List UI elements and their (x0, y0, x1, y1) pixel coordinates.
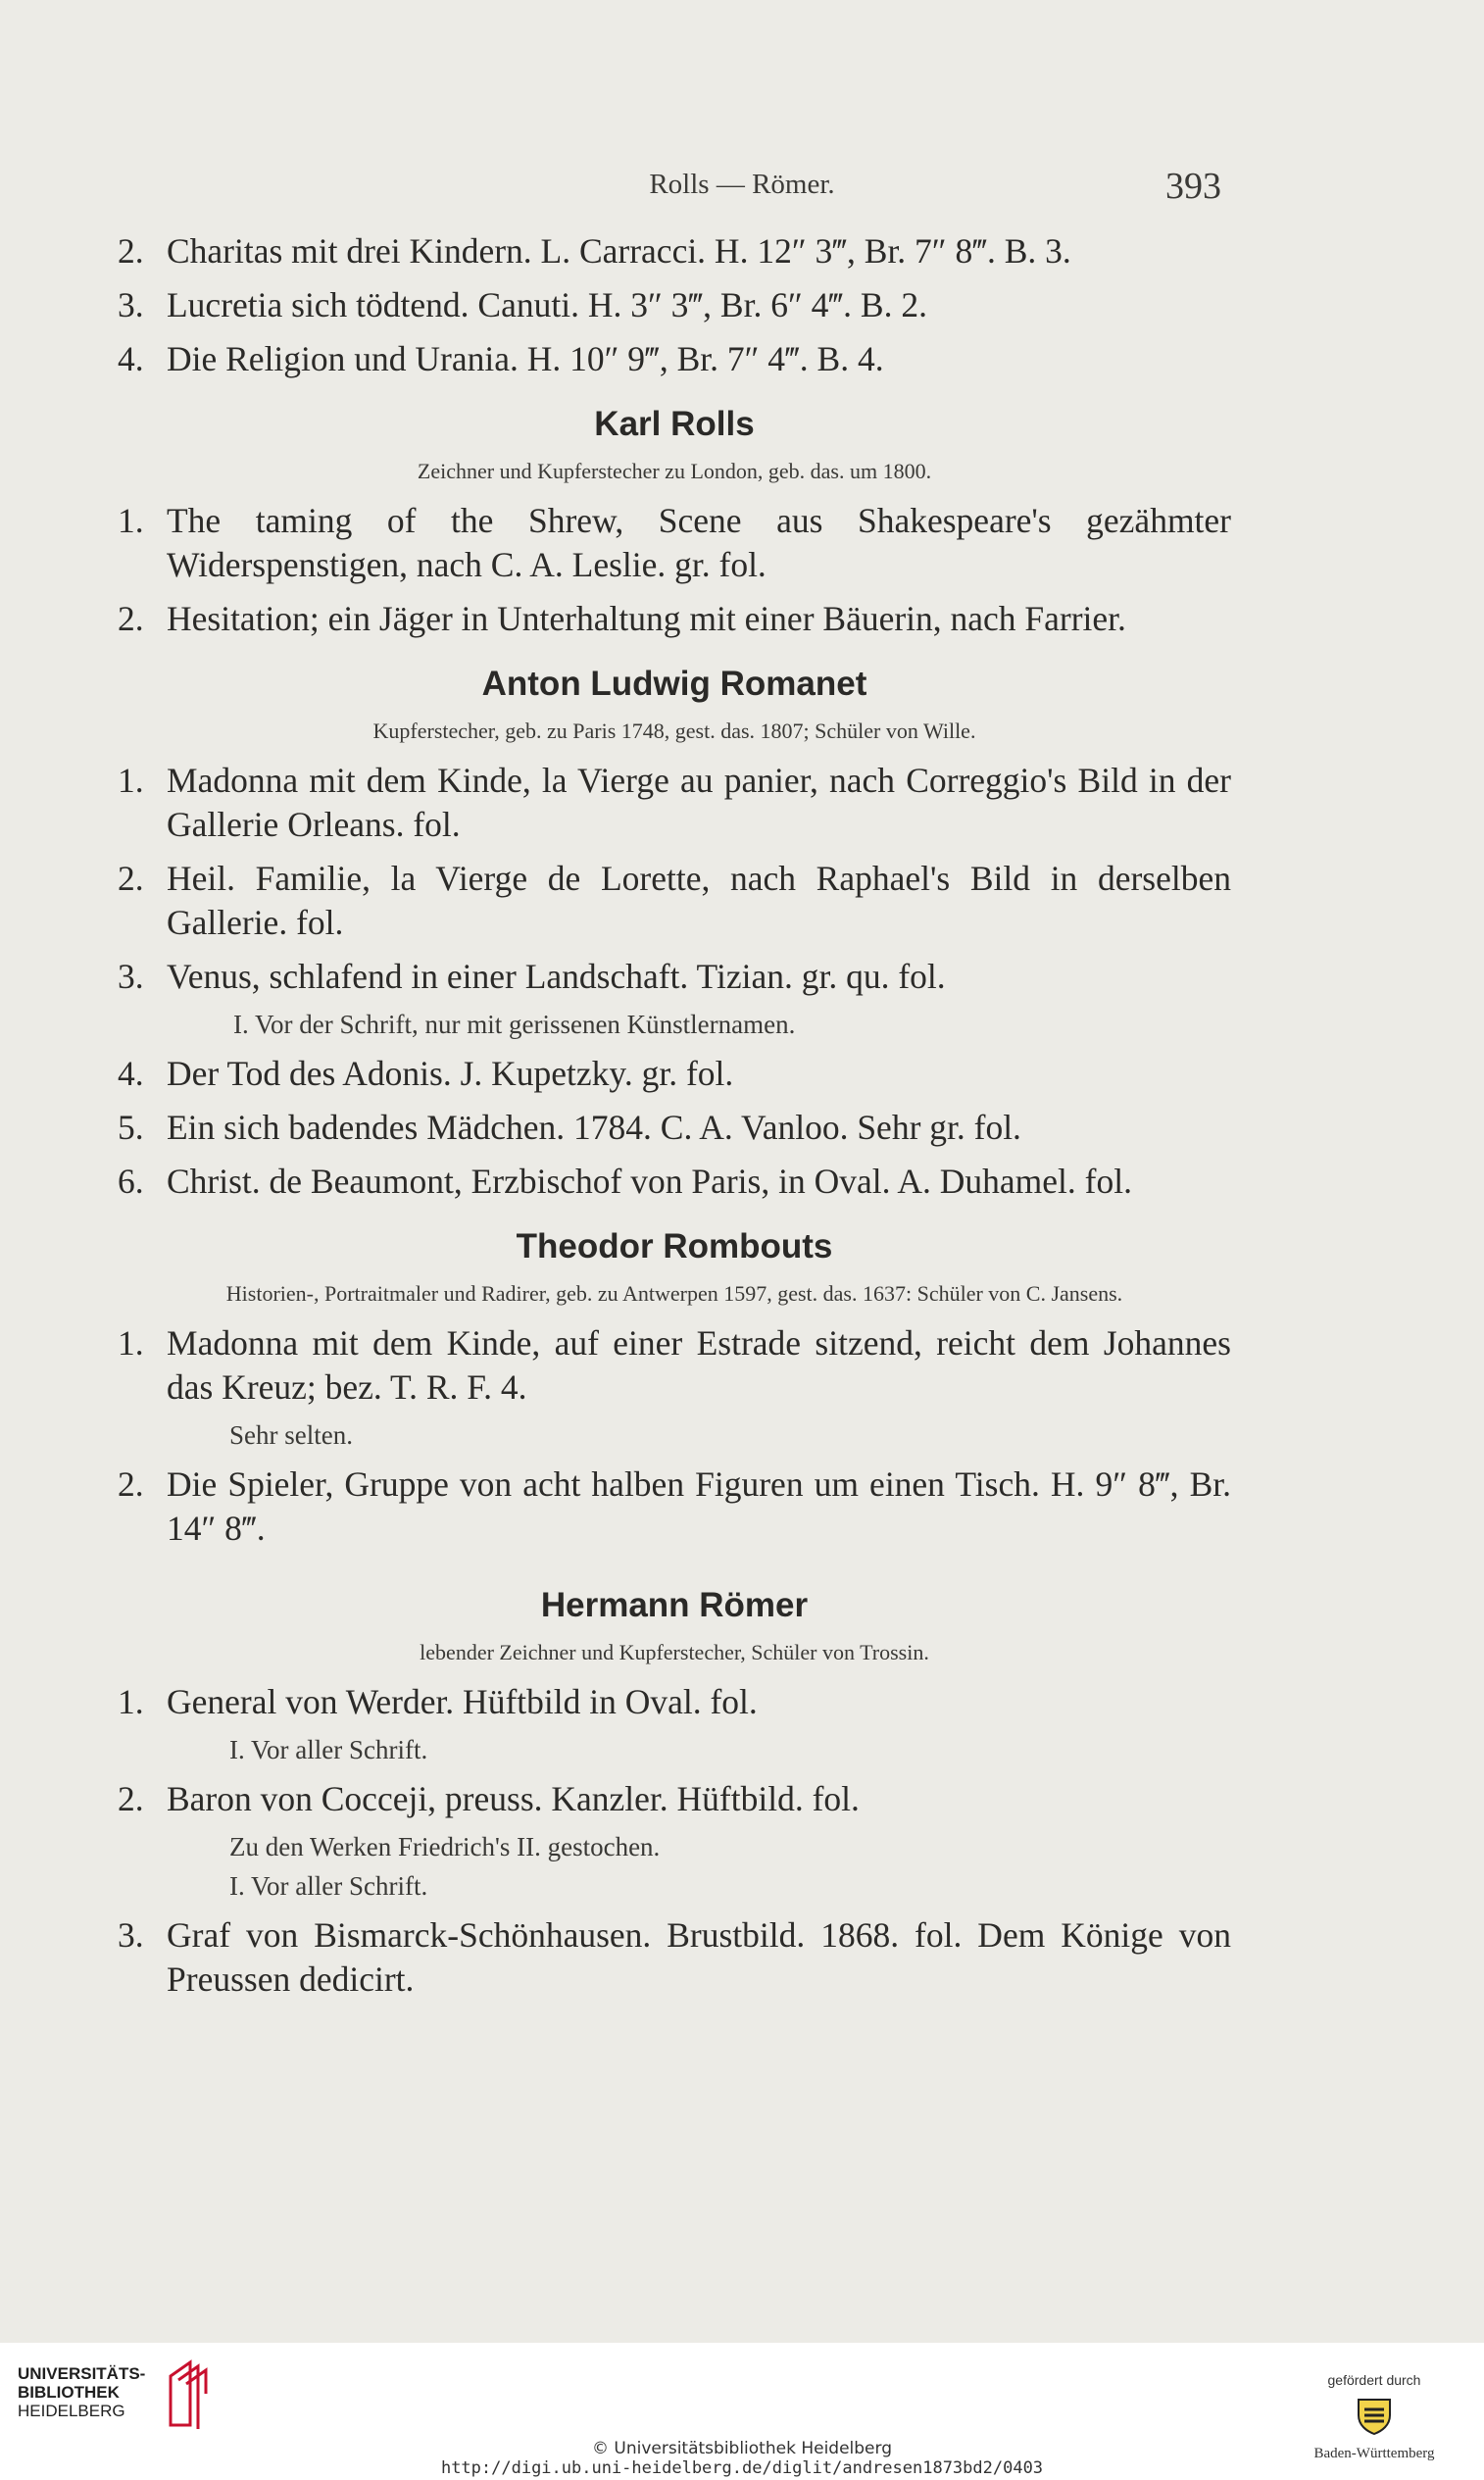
catalog-entry: 4. Der Tod des Adonis. J. Kupetzky. gr. fol. (118, 1054, 734, 1093)
running-head (0, 165, 1484, 207)
artist-name: Karl Rolls (594, 405, 755, 443)
sponsor-block[interactable] (1286, 2372, 1462, 2462)
artist-name: Hermann Römer (540, 1586, 809, 1624)
catalog-entry: 3. Graf von Bismarck-Schönhausen. Brustbild. 1868. fol. Dem Könige von Preussen dedicirt. (118, 1915, 1231, 1999)
artist-description: Kupferstecher, geb. zu Paris 1748, gest. das. 1807; Schüler von Wille. (372, 719, 976, 743)
running-head-title: Rolls — Römer. (649, 169, 835, 200)
artist-description: lebender Zeichner und Kupferstecher, Schüler von Trossin. (420, 1640, 929, 1664)
sponsor-name: Baden-Württemberg (1313, 2446, 1435, 2461)
entry-note: I. Vor der Schrift, nur mit gerissenen Künstlernamen. (233, 1010, 796, 1039)
catalog-entry: 2. Baron von Cocceji, preuss. Kanzler. Hüftbild. fol. (118, 1779, 860, 1818)
artist-description: Zeichner und Kupferstecher zu London, geb. das. um 1800. (417, 459, 932, 483)
catalog-entry: 1. General von Werder. Hüftbild in Oval. fol. (118, 1682, 758, 1721)
catalog-entry: 3. Venus, schlafend in einer Landschaft. Tizian. gr. qu. fol. (118, 957, 946, 996)
artist-description: Historien-, Portraitmaler und Radirer, geb. zu Antwerpen 1597, gest. das. 1637: Schüler von C. Jansens. (225, 1281, 1123, 1306)
catalog-entry: 1. Madonna mit dem Kinde, la Vierge au panier, nach Correggio's Bild in der Gallerie Orleans. fol. (118, 761, 1231, 844)
coat-of-arms-icon (1353, 2394, 1396, 2437)
catalog-entry: 2. Heil. Familie, la Vierge de Lorette, nach Raphael's Bild in derselben Gallerie. fol. (118, 859, 1231, 942)
sponsor-label: gefördert durch (1327, 2372, 1421, 2388)
artist-name: Theodor Rombouts (516, 1227, 833, 1265)
artist-heading (118, 1225, 1231, 1308)
copyright-notice: © Universitätsbibliothek Heidelberg (591, 2439, 892, 2458)
catalog-entry: 2. Hesitation; ein Jäger in Unterhaltung mit einer Bäuerin, nach Farrier. (118, 599, 1126, 638)
entry-note: I. Vor aller Schrift. (229, 1871, 428, 1901)
permalink[interactable]: http://digi.ub.uni-heidelberg.de/diglit/andresen1873bd2/0403 (440, 2458, 1044, 2478)
artist-heading (118, 403, 1231, 485)
library-logo-text: UNIVERSITÄTS- BIBLIOTHEK HEIDELBERG (18, 2364, 146, 2420)
catalog-entry: 1. The taming of the Shrew, Scene aus Shakespeare's gezähmter Widerspenstigen, nach C. A. Leslie. gr. fol. (118, 501, 1231, 584)
entries-continued (118, 229, 1231, 381)
catalog-entry: 2. Die Spieler, Gruppe von acht halben Figuren um einen Tisch. H. 9″ 8‴, Br. 14″ 8‴. (118, 1464, 1231, 1548)
artist-name: Anton Ludwig Romanet (481, 665, 867, 703)
page-number: 393 (1165, 166, 1221, 207)
catalog-entry: 6. Christ. de Beaumont, Erzbischof von Paris, in Oval. A. Duhamel. fol. (118, 1162, 1132, 1201)
entry-note: Sehr selten. (229, 1420, 353, 1450)
page-content (118, 229, 1231, 2011)
catalog-entry: 2. Charitas mit drei Kindern. L. Carracci. H. 12″ 3‴, Br. 7″ 8‴. B. 3. (118, 231, 1071, 271)
entry-note: I. Vor aller Schrift. (229, 1735, 428, 1764)
catalog-entry: 1. Madonna mit dem Kinde, auf einer Estrade sitzend, reicht dem Johannes das Kreuz; bez. T. R. F. 4. (118, 1323, 1231, 1407)
artist-heading (118, 663, 1231, 745)
catalog-entry: 5. Ein sich badendes Mädchen. 1784. C. A. Vanloo. Sehr gr. fol. (118, 1108, 1021, 1147)
entry-note: Zu den Werken Friedrich's II. gestochen. (229, 1832, 661, 1861)
library-mark-icon (165, 2355, 223, 2433)
catalog-entry: 4. Die Religion und Urania. H. 10″ 9‴, Br. 7″ 4‴. B. 4. (118, 339, 884, 378)
catalog-entry: 3. Lucretia sich tödtend. Canuti. H. 3″ 3‴, Br. 6″ 4‴. B. 2. (118, 285, 927, 324)
library-logo[interactable] (18, 2355, 223, 2453)
artist-heading (118, 1584, 1231, 1666)
